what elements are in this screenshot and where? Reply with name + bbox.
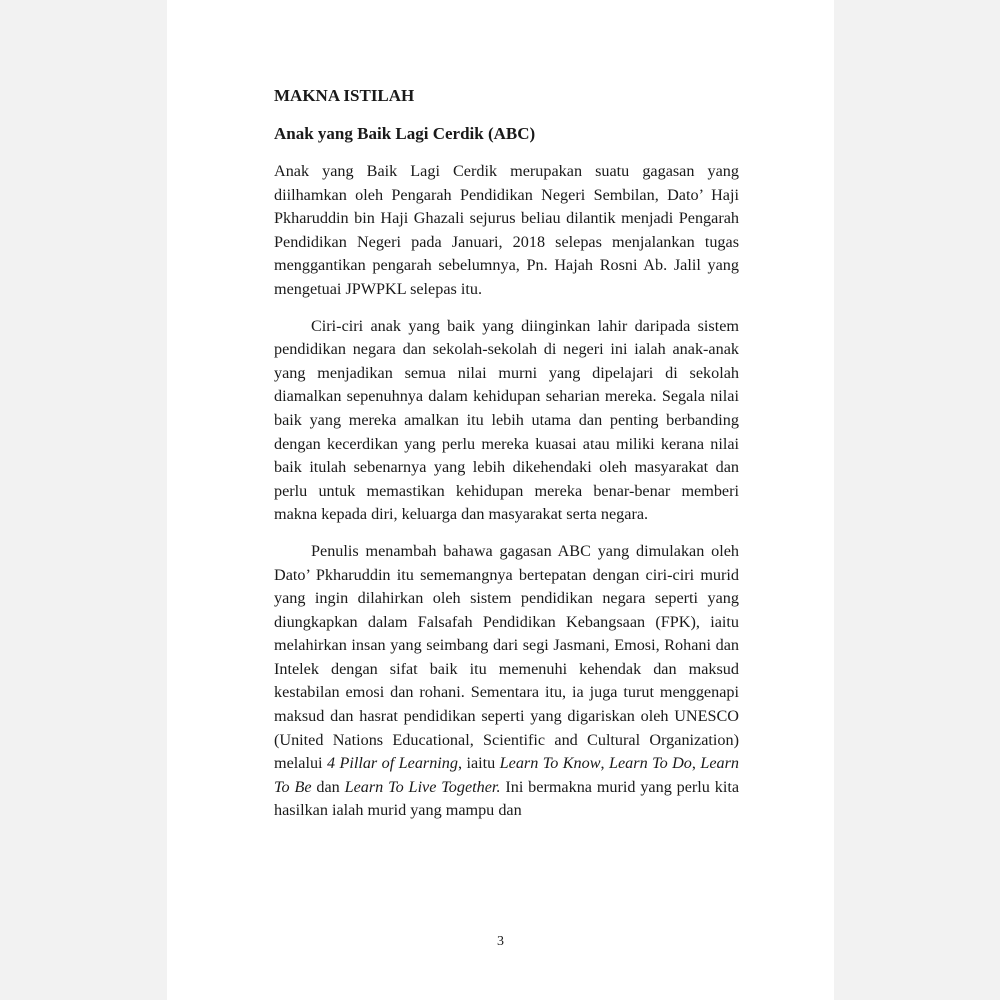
paragraph-3-italic-5: Learn To Live Together. [344, 777, 501, 796]
paragraph-3-italic-1: 4 Pillar of Learning [326, 754, 458, 773]
paragraph-3-text-5: dan [311, 777, 345, 796]
paragraph-1: Anak yang Baik Lagi Cerdik merupakan suatu gagasan yang diilhamkan oleh Pengarah Pendidikan Negeri Sembilan, Dato’ Haji Pkharuddin bin Haji Ghazali sejurus beliau dilantik menjadi Pengarah Pendidikan Negeri pada Januari, 2018 selepas menjalankan tugas menggantikan pengarah sebelumnya, Pn. Hajah Rosni Ab. Jalil yang mengetuai JPWPKL selepas itu. [274, 162, 739, 298]
paragraph-3 [274, 540, 739, 823]
paragraph-3-italic-2: Learn To Know [499, 754, 601, 773]
paragraph-3-italic-4: Learn To Be [274, 754, 740, 796]
paragraph-2: Ciri-ciri anak yang baik yang diinginkan lahir daripada sistem pendidikan negara dan sekolah-sekolah di negeri ini ialah anak-anak yang menjadikan semua nilai murni yang dipelajari di sekolah diamalkan sepenuhnya dalam kehidupan seharian mereka. Segala nilai baik yang mereka amalkan itu lebih utama dan penting berbanding dengan kecerdikan yang perlu mereka kuasai atau miliki kerana nilai baik itulah sebenarnya yang lebih dikehendaki oleh masyarakat dan perlu untuk memastikan kehidupan mereka benar-benar memberi makna kepada diri, keluarga dan masyarakat serta negara. [274, 316, 739, 524]
book-page [167, 0, 834, 1000]
page-number: 3 [497, 934, 504, 949]
paragraph-3-text-3: , [600, 754, 609, 773]
paragraph-3-italic-3: Learn To Do [608, 754, 692, 773]
paragraph-3-text-4: , [691, 754, 701, 773]
paragraph-3-text-6: Ini bermakna murid yang perlu kita hasilkan ialah murid yang mampu dan [274, 777, 740, 820]
paragraph-3-text-1: Penulis menambah bahawa gagasan ABC yang dimulakan oleh Dato’ Pkharuddin itu sememangnya bertepatan dengan ciri-ciri murid yang ingin dilahirkan oleh sistem pendidikan negara seperti yang diungkapkan dalam Falsafah Pendidikan Kebangsaan (FPK), iaitu melahirkan insan yang seimbang dari segi Jasmani, Emosi, Rohani dan Intelek dengan sifat baik itu memenuhi kehendak dan maksud kestabilan emosi dan rohani. Sementara itu, ia juga turut menggenapi maksud dan hasrat pendidikan seperti yang digariskan oleh UNESCO (United Nations Educational, Scientific and Cultural Organization) melalui [274, 541, 739, 773]
section-title: MAKNA ISTILAH [274, 86, 415, 105]
subsection-title: Anak yang Baik Lagi Cerdik (ABC) [274, 124, 536, 143]
paragraph-3-text-2: , iaitu [458, 754, 500, 773]
page-content [274, 84, 739, 836]
